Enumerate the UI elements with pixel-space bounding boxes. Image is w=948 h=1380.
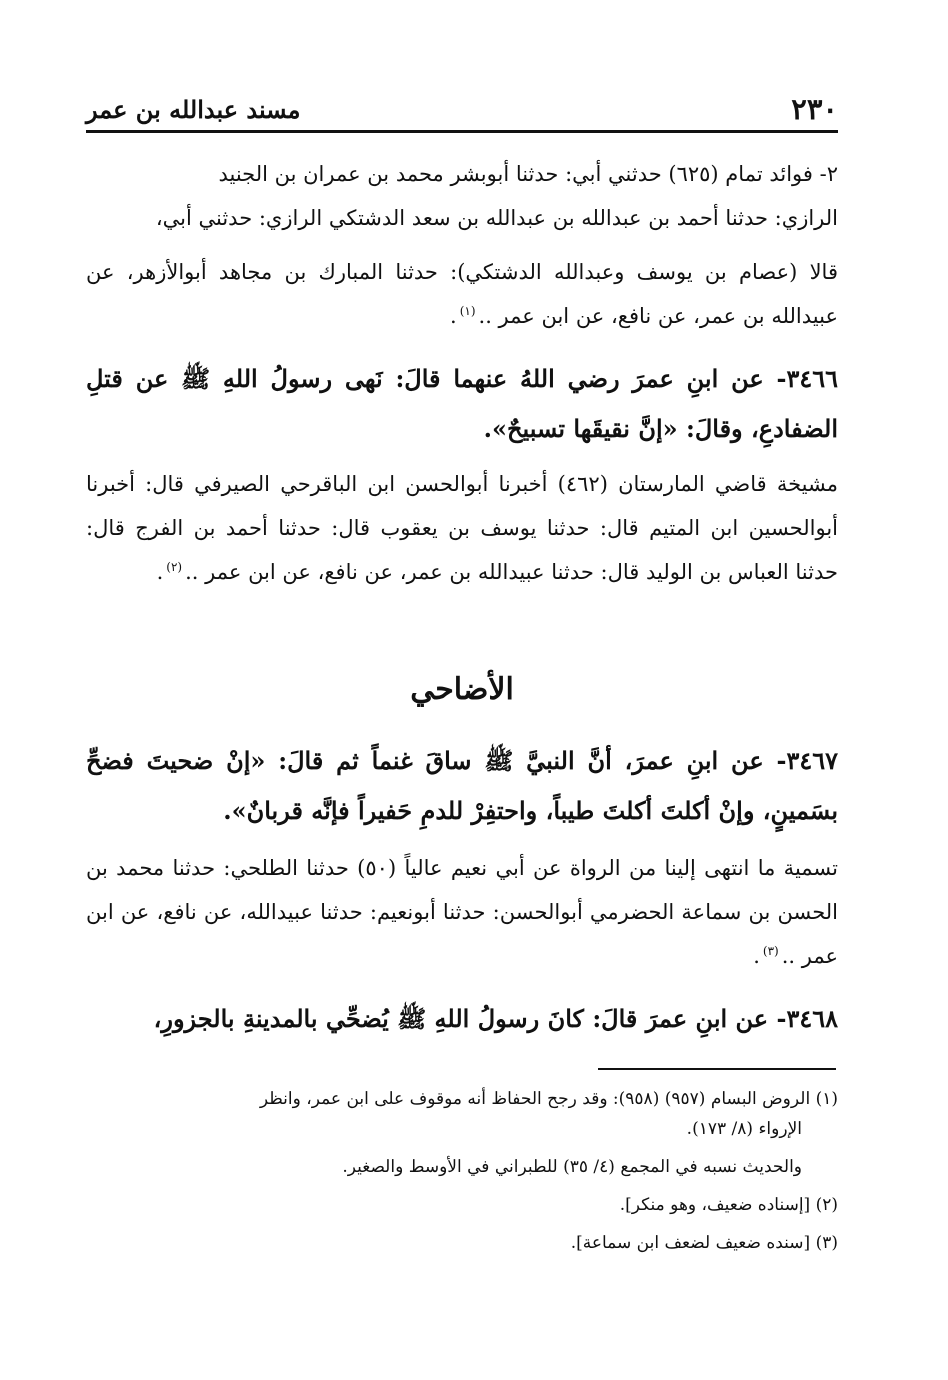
hadith-3466: [86, 354, 838, 454]
hadith-3468: [86, 994, 838, 1044]
paragraph-text: مشيخة قاضي المارستان (٤٦٢) أخبرنا أبوالحسن ابن الباقرحي الصيرفي قال: أخبرنا أبوالحسين ابن المتيم قال: حدثنا يوسف بن يعقوب قال: حدثنا أحمد بن الفرج قال: حدثنا العباس بن الوليد قال: حدثنا عبيدالله بن عمر، عن نافع، عن ابن عمر ..: [86, 472, 838, 584]
text-line: الرازي: حدثنا أحمد بن عبدالله بن عبدالله بن سعد الدشتكي الرازي: حدثني أبي،: [155, 206, 838, 230]
running-title: مسند عبدالله بن عمر: [86, 95, 301, 124]
page-number: ٢٣٠: [791, 92, 838, 126]
footnote-3: (٣) [سنده ضعيف لضعف ابن سماعة].: [570, 1233, 838, 1253]
hadith-text: ٣٤٦٦- عن ابنِ عمرَ رضي اللهُ عنهما قالَ: نَهى رسولُ اللهِ ﷺ عن قتلِ الضفادعِ، وقالَ: «إنَّ نقيقَها تسبيحٌ».: [86, 364, 838, 443]
chapter-heading: الأضاحي: [410, 672, 514, 707]
footnotes: [86, 1084, 838, 1258]
page-header: [86, 84, 838, 133]
paragraph-end: .: [156, 560, 164, 584]
footnote-2: (٢) [إسناده ضعيف، وهو منكر].: [619, 1195, 838, 1215]
hadith-3467: [86, 736, 838, 836]
footnote-separator: [598, 1068, 836, 1070]
source-note-paragraph: [86, 152, 838, 240]
paragraph-text: تسمية ما انتهى إلينا من الرواة عن أبي نعيم عالياً (٥٠) حدثنا الطلحي: حدثنا محمد بن الحسن بن سماعة الحضرمي أبوالحسن: حدثنا أبونعيم: حدثنا عبيدالله، عن نافع، عن ابن عمر ..: [86, 856, 838, 968]
chain-paragraph: [86, 250, 838, 338]
hadith-text: ٣٤٦٧- عن ابنِ عمرَ، أنَّ النبيَّ ﷺ ساقَ غنماً ثم قالَ: «إنْ ضحيتَ فضحِّ بسَمينٍ، وإنْ أكلتَ أكلتَ طيباً، واحتفِرْ للدمِ حَفيراً فإنَّه قربانٌ».: [86, 746, 839, 825]
footnote-ref: (٣): [762, 944, 779, 958]
paragraph-end: .: [450, 304, 457, 328]
footnote-ref: (٢): [166, 560, 183, 574]
text-line: ٢- فوائد تمام (٦٢٥) حدثني أبي: حدثنا أبوبشر محمد بن عمران بن الجنيد: [218, 162, 838, 186]
footnote-text: (١) الروض البسام (٩٥٧) (٩٥٨): وقد رجح الحفاظ أنه موقوف على ابن عمر، وانظر: [259, 1089, 838, 1109]
footnote-1-extra: والحديث نسبه في المجمع (٤/ ٣٥) للطبراني في الأوسط والصغير.: [342, 1157, 802, 1177]
chain-paragraph: [86, 462, 838, 594]
footnote-1-continued: الإرواء (٨/ ١٧٣).: [686, 1119, 802, 1139]
chain-paragraph: [86, 846, 838, 978]
hadith-text: ٣٤٦٨- عن ابنِ عمرَ قالَ: كانَ رسولُ اللهِ ﷺ يُضحِّي بالمدينةِ بالجزورِ،: [153, 1004, 838, 1033]
footnote-1: [86, 1084, 838, 1114]
footnote-ref: (١): [459, 304, 476, 318]
paragraph-end: .: [753, 944, 760, 968]
paragraph-text: قالا (عصام بن يوسف وعبدالله الدشتكي): حدثنا المبارك بن مجاهد أبوالأزهر، عن عبيدالله بن عمر، عن نافع، عن ابن عمر ..: [86, 260, 838, 328]
